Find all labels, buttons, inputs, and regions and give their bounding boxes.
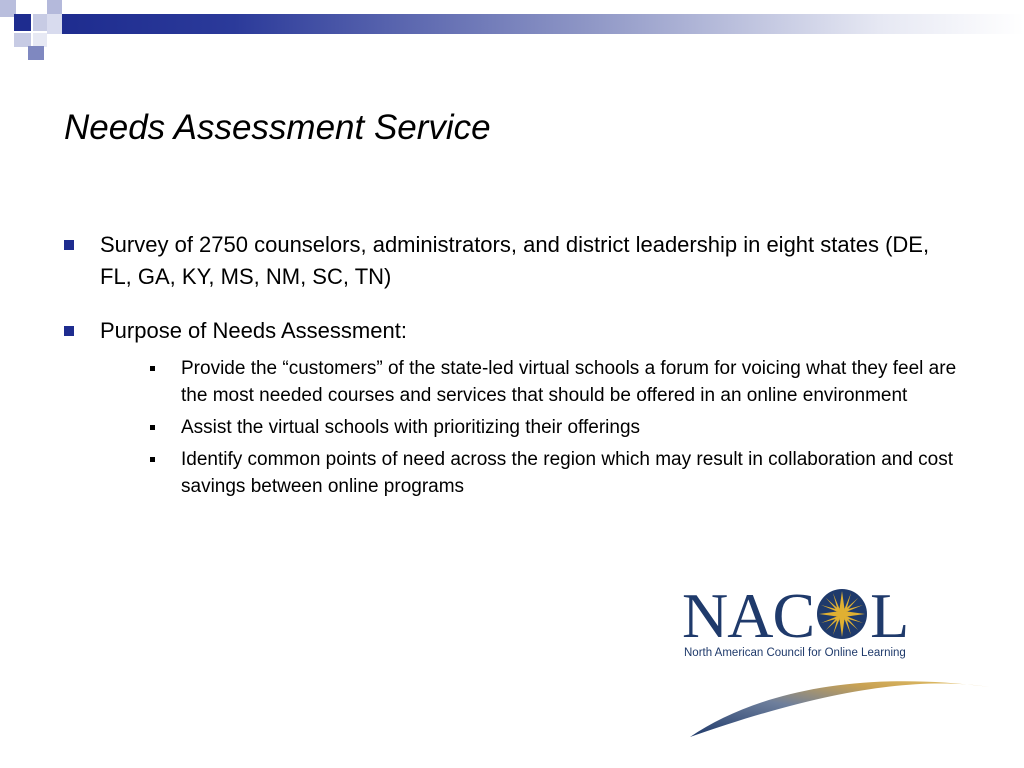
- logo-wordmark: [682, 580, 909, 651]
- square-bullet-icon: [64, 326, 74, 336]
- logo-subtitle: North American Council for Online Learning: [684, 647, 906, 659]
- header-gradient-bar: [60, 14, 1024, 34]
- decor-square: [33, 33, 47, 47]
- small-square-bullet-icon: [150, 425, 155, 430]
- sub-bullet-list: [144, 355, 964, 500]
- logo-wordmark-left: NAC: [682, 580, 815, 651]
- sub-bullet-text: Provide the “customers” of the state-led virtual schools a forum for voicing what they feel are the most needed courses and services that should be offered in an online environment: [181, 358, 957, 406]
- decor-square: [47, 0, 62, 14]
- decor-square: [14, 33, 31, 47]
- decor-square: [47, 14, 62, 34]
- bullet-item: [64, 315, 964, 500]
- small-square-bullet-icon: [150, 457, 155, 462]
- square-bullet-icon: [64, 240, 74, 250]
- decor-square: [14, 14, 31, 31]
- decor-square: [28, 46, 44, 60]
- logo-swoosh-graphic: [682, 665, 992, 745]
- slide-title: Needs Assessment Service: [64, 108, 491, 147]
- logo-wordmark-right: L: [870, 580, 909, 651]
- sub-bullet-item: [144, 414, 964, 441]
- small-square-bullet-icon: [150, 366, 155, 371]
- sub-bullet-text: Assist the virtual schools with prioritizing their offerings: [181, 417, 641, 438]
- sub-bullet-item: [144, 355, 964, 409]
- sunburst-star-icon: [816, 588, 868, 640]
- bullet-text: Survey of 2750 counselors, administrators, and district leadership in eight states (DE, FL, GA, KY, MS, NM, SC, TN): [100, 232, 930, 289]
- bullet-list: [64, 229, 964, 500]
- bullet-text: Purpose of Needs Assessment:: [100, 318, 407, 343]
- nacol-logo: [682, 580, 992, 745]
- sub-bullet-text: Identify common points of need across the region which may result in collaboration and cost savings between online programs: [181, 449, 954, 497]
- decor-square: [33, 14, 47, 31]
- sub-bullet-item: [144, 446, 964, 500]
- bullet-item: [64, 229, 964, 293]
